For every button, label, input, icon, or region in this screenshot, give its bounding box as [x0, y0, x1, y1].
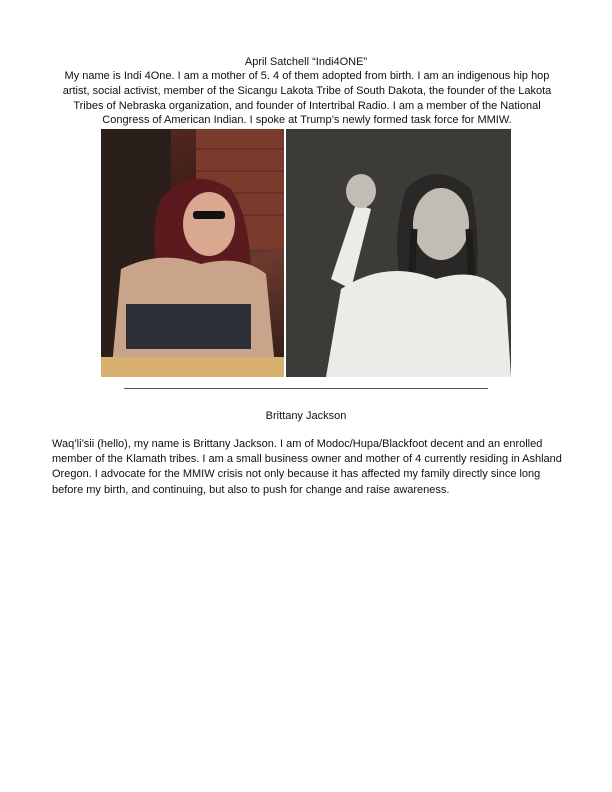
portrait-right-illustration	[286, 129, 511, 377]
section2-title: Brittany Jackson	[265, 410, 347, 422]
portrait-left-illustration	[101, 129, 284, 377]
section-divider	[124, 388, 488, 389]
portrait-photo-left	[101, 129, 284, 377]
section1-bio: My name is Indi 4One. I am a mother of 5. 4 of them adopted from birth. I am an indigenous hip hop artist, social activist, member of the Sicangu Lakota Tribe of South Dakota, the founder of the Lakota Tribes of Nebraska organization, and founder of Intertribal Radio. I am a member of the National Congress of American Indian. I spoke at Trump’s newly formed task force for MMIW.	[62, 70, 552, 127]
section2-bio: Waq’li’sii (hello), my name is Brittany Jackson. I am of Modoc/Hupa/Blackfoot decent and an enrolled member of the Klamath tribes. I am a small business owner and mother of 4 currently residing in Ashland Oregon. I advocate for the MMIW crisis not only because it has affected my family directly since long before my birth, and continuing, but also to push for change and raise awareness.	[52, 438, 562, 496]
photo-collage	[101, 129, 511, 377]
section1-title: April Satchell “Indi4ONE”	[244, 56, 368, 68]
portrait-photo-right	[286, 129, 511, 377]
